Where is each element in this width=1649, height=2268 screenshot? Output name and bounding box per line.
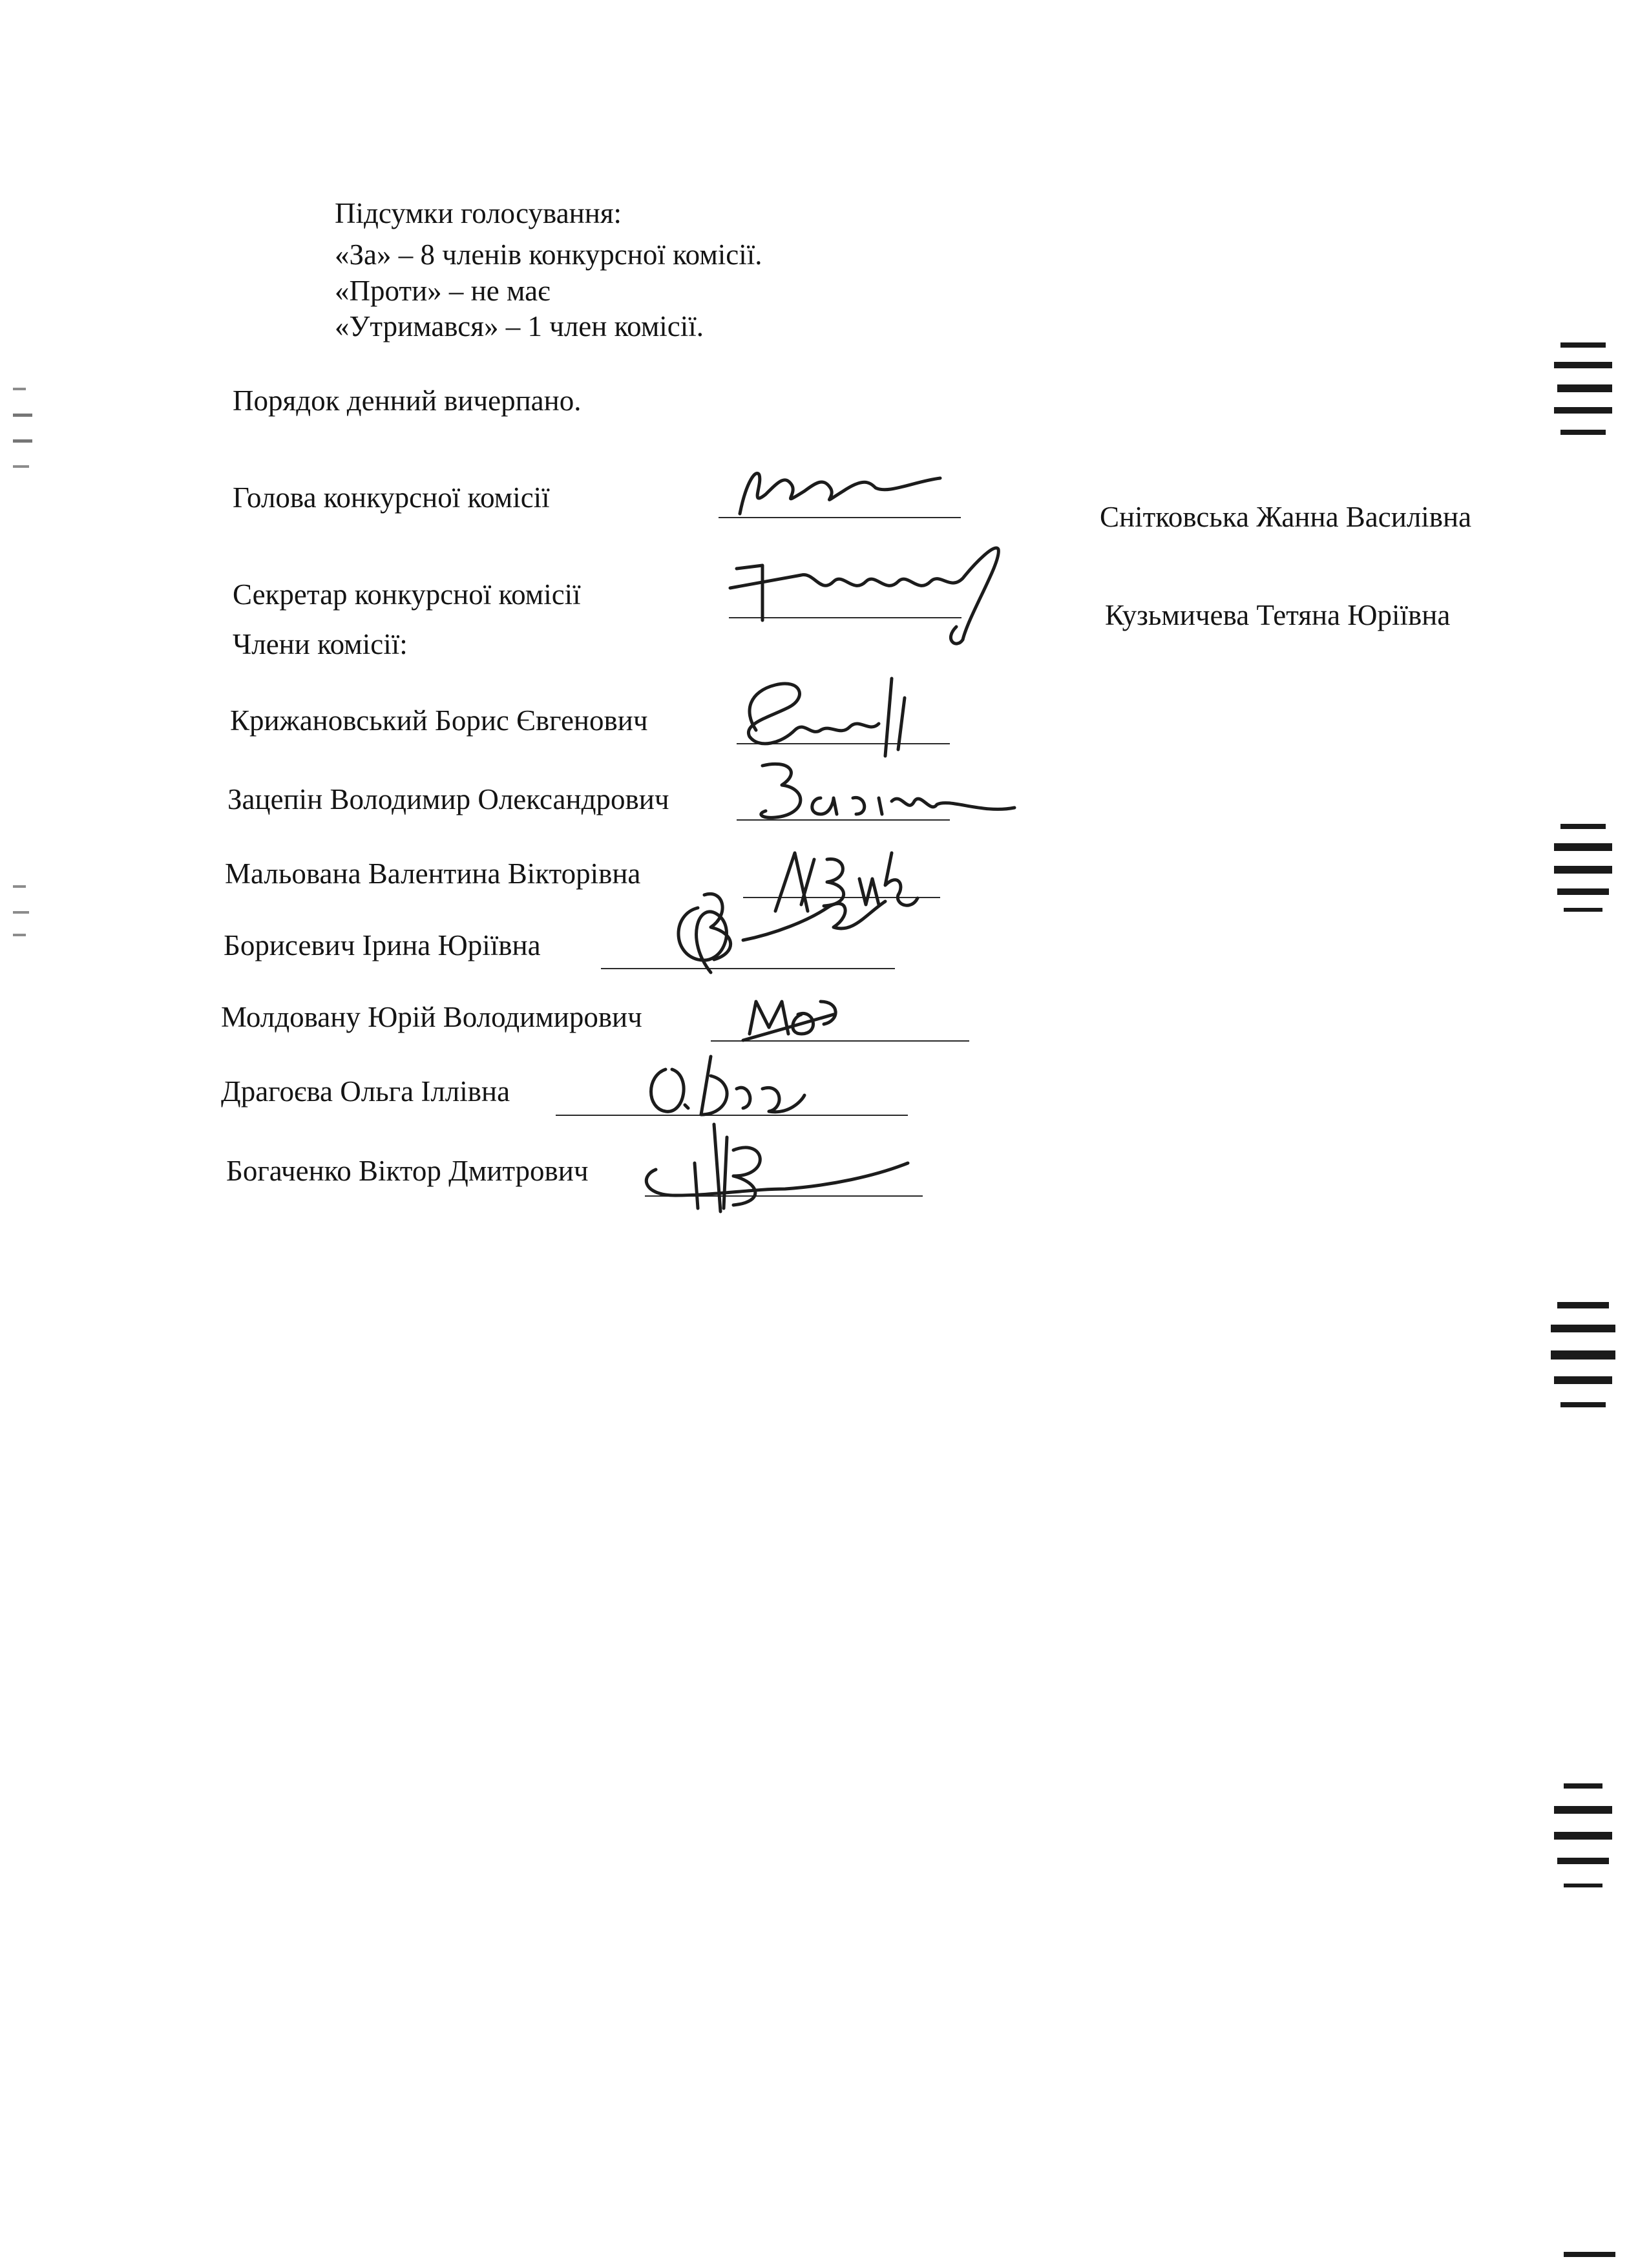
scan-edge-marks-left-1 — [13, 388, 39, 485]
member-signature-7 — [636, 1098, 921, 1218]
secretary-role: Секретар конкурсної комісії — [233, 578, 581, 611]
member-name-4: Борисевич Ірина Юріївна — [224, 929, 541, 961]
members-heading: Члени комісії: — [233, 628, 408, 660]
member-name-1: Крижановський Борис Євгенович — [230, 704, 648, 737]
voting-for: «За» – 8 членів конкурсної комісії. — [335, 238, 762, 271]
scan-edge-marks-left-2 — [13, 885, 39, 943]
chair-role: Голова конкурсної комісії — [233, 481, 550, 514]
member-name-3: Мальована Валентина Вікторівна — [225, 857, 641, 890]
voting-against: «Проти» – не має — [335, 275, 551, 307]
chair-signature — [720, 456, 953, 527]
scan-edge-marks-2 — [1554, 821, 1612, 918]
member-signature-1 — [730, 653, 937, 762]
secretary-signature — [724, 536, 1008, 653]
member-name-5: Молдовану Юрій Володимирович — [221, 1001, 642, 1033]
chair-name: Снітковська Жанна Василівна — [1100, 501, 1472, 533]
member-name-6: Драгоєва Ольга Іллівна — [221, 1075, 510, 1108]
member-signature-4 — [659, 876, 898, 982]
member-name-7: Богаченко Віктор Дмитрович — [226, 1155, 589, 1187]
scan-edge-marks-4 — [1554, 1780, 1612, 1896]
secretary-name: Кузьмичева Тетяна Юріївна — [1105, 599, 1451, 631]
member-name-2: Зацепін Володимир Олександрович — [227, 783, 669, 815]
closing-note: Порядок денний вичерпано. — [233, 384, 582, 417]
voting-abstained: «Утримався» – 1 член комісії. — [335, 310, 704, 342]
scan-edge-marks-1 — [1554, 336, 1612, 452]
member-signature-5 — [737, 982, 846, 1053]
voting-heading: Підсумки голосування: — [335, 197, 622, 229]
scan-edge-marks-3 — [1551, 1299, 1615, 1415]
member-signature-2 — [737, 753, 1021, 837]
scan-edge-marks-bottom — [1564, 2249, 1615, 2262]
